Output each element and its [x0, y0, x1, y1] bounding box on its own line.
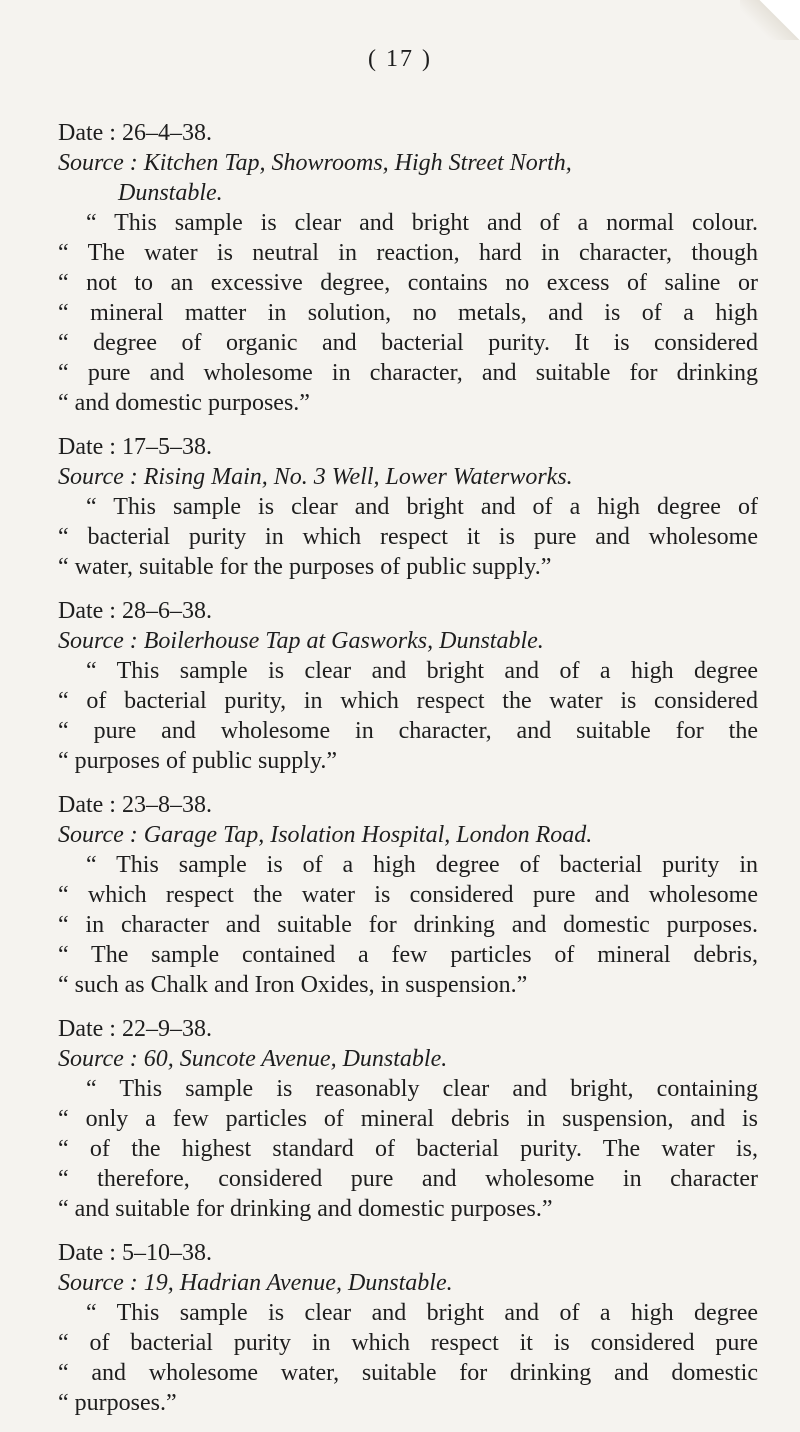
report-text-line: “ and wholesome water, suitable for drinking and domestic — [58, 1360, 758, 1386]
report-text-line: “ pure and wholesome in character, and suitable for drinking — [58, 360, 758, 386]
report-text-line: “ This sample is clear and bright and of a high degree of — [86, 494, 758, 520]
report-text-line: “ and domestic purposes.” — [58, 390, 310, 416]
water-sample-entry — [58, 596, 758, 776]
entry-date: 5–10–38. — [121, 1240, 212, 1266]
water-sample-entry — [58, 1238, 758, 1418]
page-number: ( 17 ) — [368, 46, 432, 72]
report-text-line: “ The sample contained a few particles of mineral debris, — [58, 942, 758, 968]
entry-source-line — [58, 820, 758, 850]
entry-date-line — [58, 790, 758, 820]
entry-source: Dunstable. — [118, 180, 223, 206]
report-text-line: “ This sample is of a high degree of bacterial purity in — [86, 852, 758, 878]
report-text-line: “ which respect the water is considered pure and wholesome — [58, 882, 758, 908]
date-label: Date : — [58, 792, 122, 818]
entry-source: 60, Suncote Avenue, Dunstable. — [143, 1046, 448, 1072]
entry-source: Boilerhouse Tap at Gasworks, Dunstable. — [143, 628, 544, 654]
date-label: Date : — [58, 598, 122, 624]
water-sample-entry — [58, 118, 758, 418]
water-sample-entry — [58, 1014, 758, 1224]
report-text-line: “ not to an excessive degree, contains no excess of saline or — [58, 270, 758, 296]
entry-date: 23–8–38. — [121, 792, 212, 818]
report-text-line: “ therefore, considered pure and wholesome in character — [58, 1166, 758, 1192]
entry-source-line — [58, 1044, 758, 1074]
source-label: Source : — [58, 1046, 144, 1072]
report-text-line: “ This sample is clear and bright and of a high degree — [86, 658, 758, 684]
page-corner-fold — [740, 0, 800, 40]
report-text-line: “ such as Chalk and Iron Oxides, in suspension.” — [58, 972, 528, 998]
water-sample-entry — [58, 432, 758, 582]
report-text-line: “ of bacterial purity, in which respect the water is considered — [58, 688, 758, 714]
report-text-line: “ This sample is clear and bright and of a normal colour. — [86, 210, 758, 236]
entry-source-line — [58, 148, 758, 178]
report-text-line: “ pure and wholesome in character, and suitable for the — [58, 718, 758, 744]
entry-source: Garage Tap, Isolation Hospital, London Road. — [143, 822, 593, 848]
source-label: Source : — [58, 464, 144, 490]
report-text-line: “ This sample is reasonably clear and bright, containing — [86, 1076, 758, 1102]
report-text-line: “ purposes of public supply.” — [58, 748, 338, 774]
entry-date-line — [58, 432, 758, 462]
report-text-line: “ and suitable for drinking and domestic purposes.” — [58, 1196, 553, 1222]
report-text-line: “ of bacterial purity in which respect it is considered pure — [58, 1330, 758, 1356]
report-text-line: “ mineral matter in solution, no metals, and is of a high — [58, 300, 758, 326]
source-label: Source : — [58, 628, 144, 654]
report-text-line: “ This sample is clear and bright and of a high degree — [86, 1300, 758, 1326]
date-label: Date : — [58, 120, 122, 146]
source-label: Source : — [58, 822, 144, 848]
entry-source: Kitchen Tap, Showrooms, High Street North, — [143, 150, 572, 176]
water-sample-entry — [58, 790, 758, 1000]
entry-date-line — [58, 118, 758, 148]
report-text-line: “ in character and suitable for drinking and domestic purposes. — [58, 912, 758, 938]
report-text-line: “ only a few particles of mineral debris in suspension, and is — [58, 1106, 758, 1132]
entry-date: 28–6–38. — [121, 598, 212, 624]
entry-source-line — [58, 462, 758, 492]
report-text-line: “ degree of organic and bacterial purity. It is considered — [58, 330, 758, 356]
entry-date: 26–4–38. — [121, 120, 212, 146]
report-text-line: “ purposes.” — [58, 1390, 177, 1416]
entry-date-line — [58, 596, 758, 626]
date-label: Date : — [58, 1240, 122, 1266]
entry-source-line — [58, 1268, 758, 1298]
entry-date: 22–9–38. — [121, 1016, 212, 1042]
source-label: Source : — [58, 1270, 144, 1296]
entry-source: 19, Hadrian Avenue, Dunstable. — [143, 1270, 453, 1296]
report-text-line: “ water, suitable for the purposes of public supply.” — [58, 554, 552, 580]
report-text-line: “ The water is neutral in reaction, hard in character, though — [58, 240, 758, 266]
report-text-line: “ of the highest standard of bacterial purity. The water is, — [58, 1136, 758, 1162]
date-label: Date : — [58, 1016, 122, 1042]
entry-date-line — [58, 1238, 758, 1268]
source-label: Source : — [58, 150, 144, 176]
entry-source-line — [58, 626, 758, 656]
document-body — [58, 118, 758, 1432]
entry-source-line — [58, 178, 758, 208]
entry-date: 17–5–38. — [121, 434, 212, 460]
entry-source: Rising Main, No. 3 Well, Lower Waterworks. — [143, 464, 573, 490]
report-text-line: “ bacterial purity in which respect it is pure and wholesome — [58, 524, 758, 550]
entry-date-line — [58, 1014, 758, 1044]
date-label: Date : — [58, 434, 122, 460]
